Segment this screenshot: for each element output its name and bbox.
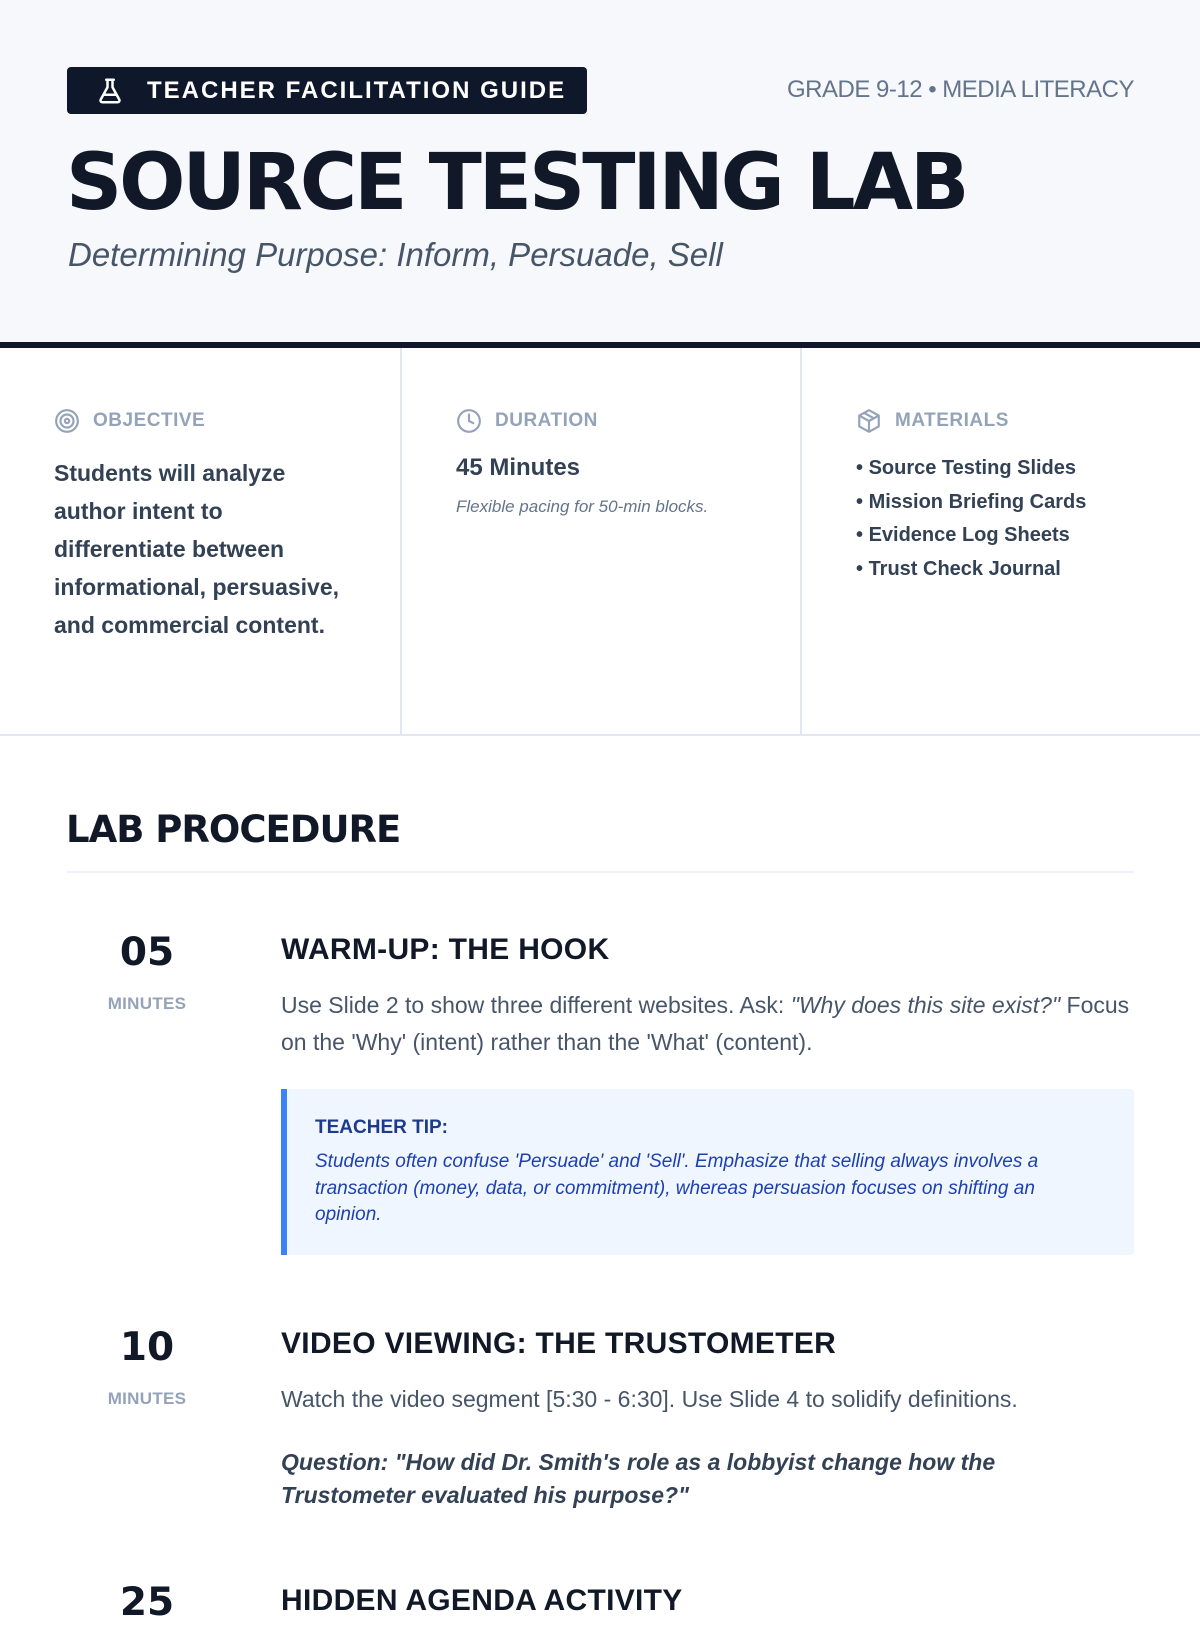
objective-heading: OBJECTIVE xyxy=(93,410,206,431)
duration-card xyxy=(400,348,800,734)
materials-card xyxy=(800,348,1200,734)
step-duration-number: 25 xyxy=(119,1580,175,1625)
info-grid xyxy=(0,348,1200,736)
objective-text: Students will analyze author intent to differentiate between informational, persuasive, and commercial content. xyxy=(54,460,340,638)
step-title: HIDDEN AGENDA ACTIVITY xyxy=(281,1584,683,1617)
step-duration-unit: MINUTES xyxy=(107,994,187,1013)
step-body xyxy=(281,987,1141,1061)
materials-list xyxy=(856,452,1086,586)
step-body-text: Focus on the 'Why' (intent) rather than the 'What' (content). xyxy=(281,992,1130,1055)
materials-item: • Trust Check Journal xyxy=(856,553,1086,587)
materials-item: • Mission Briefing Cards xyxy=(856,486,1086,520)
materials-item: • Source Testing Slides xyxy=(856,452,1086,486)
teacher-tip-text: Students often confuse 'Persuade' and 'Sell'. Emphasize that selling always involves a transaction (money, data, or commitment), whereas persuasion focuses on shifting an opinion. xyxy=(315,1151,1039,1225)
box-icon xyxy=(856,408,882,434)
step-duration-unit: MINUTES xyxy=(107,1389,187,1408)
step-title: WARM-UP: THE HOOK xyxy=(281,933,610,966)
objective-card xyxy=(0,348,400,734)
teacher-tip-label: TEACHER TIP: xyxy=(315,1117,448,1138)
materials-heading: MATERIALS xyxy=(895,410,1009,431)
materials-item: • Evidence Log Sheets xyxy=(856,519,1086,553)
grade-label: GRADE 9-12 • MEDIA LITERACY xyxy=(786,76,1134,103)
procedure-title: LAB PROCEDURE xyxy=(66,808,401,851)
step-body: Watch the video segment [5:30 - 6:30]. Use Slide 4 to solidify definitions. xyxy=(281,1386,1018,1412)
header xyxy=(0,0,1200,348)
step-title: VIDEO VIEWING: THE TRUSTOMETER xyxy=(281,1327,837,1360)
teacher-tip xyxy=(281,1089,1134,1255)
step-body-quote: "Why does this site exist?" xyxy=(790,992,1061,1018)
page-subtitle: Determining Purpose: Inform, Persuade, Sell xyxy=(68,236,723,273)
duration-note: Flexible pacing for 50-min blocks. xyxy=(456,497,709,516)
duration-value: 45 Minutes xyxy=(456,454,581,481)
materials-heading-row xyxy=(856,408,1009,434)
guide-badge xyxy=(67,67,587,114)
badge-label: TEACHER FACILITATION GUIDE xyxy=(147,76,567,104)
step-duration-number: 05 xyxy=(119,930,175,975)
duration-heading-row xyxy=(456,408,598,434)
procedure-divider xyxy=(67,871,1134,873)
step-duration-number: 10 xyxy=(119,1325,175,1370)
flask-icon xyxy=(95,76,125,106)
clock-icon xyxy=(456,408,482,434)
objective-heading-row xyxy=(54,408,205,434)
duration-heading: DURATION xyxy=(495,410,598,431)
page-title: SOURCE TESTING LAB xyxy=(66,138,967,228)
target-icon xyxy=(54,408,80,434)
step-body-text: Use Slide 2 to show three different websites. Ask: xyxy=(281,992,791,1018)
step-question: Question: "How did Dr. Smith's role as a lobbyist change how the Trustometer evaluated his purpose?" xyxy=(281,1449,996,1508)
